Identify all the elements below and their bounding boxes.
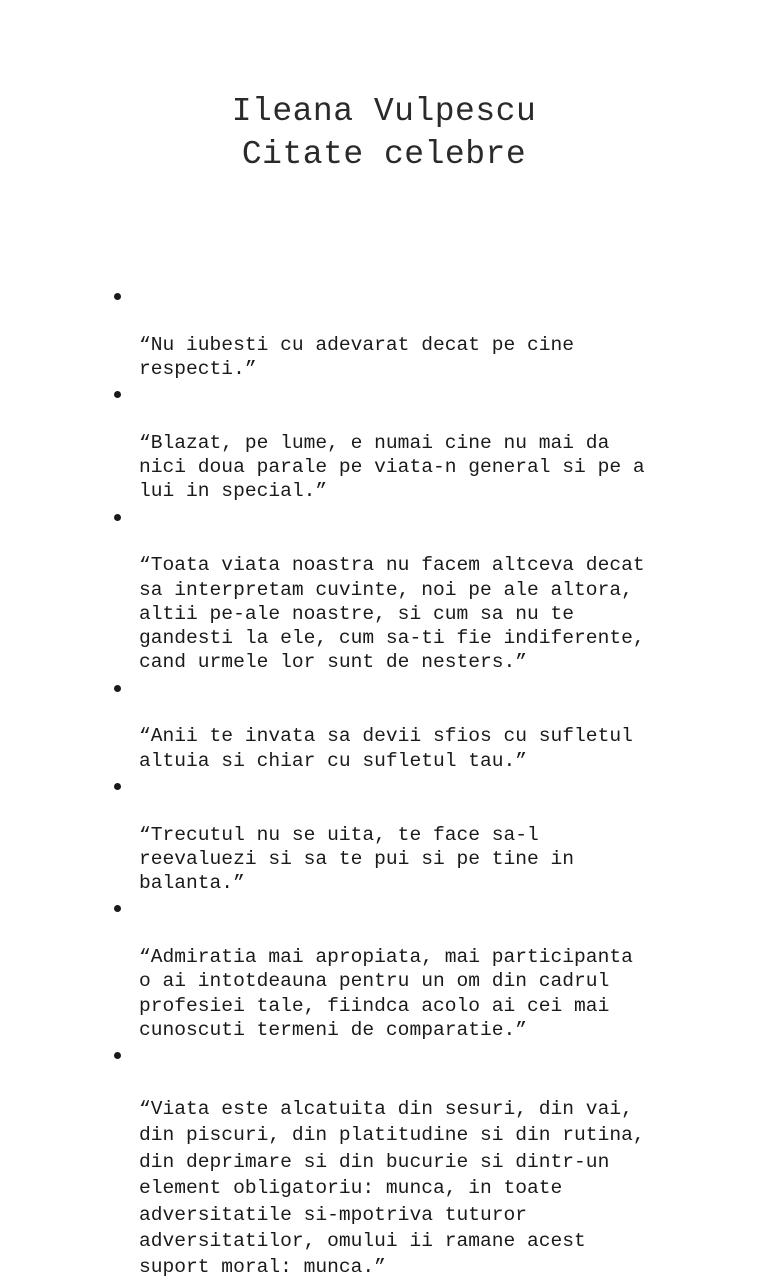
quote-item [110, 284, 680, 381]
quote-text: “Anii te invata sa devii sfios cu sufletul altuia si chiar cu sufletul tau.” [139, 725, 633, 772]
bullet-icon [114, 514, 121, 521]
quote-text: “Admiratia mai apropiata, mai participanta o ai intotdeauna pentru un om din cadrul profesiei tale, fiindca acolo ai cei mai cunoscuti termeni de comparatie.” [139, 946, 633, 1041]
title-subtitle: Citate celebre [241, 136, 527, 173]
title-author: Ileana Vulpescu [231, 93, 537, 130]
bullet-icon [114, 685, 121, 692]
quote-item [110, 1043, 680, 1281]
quote-item [110, 505, 680, 675]
quote-list [110, 284, 680, 1282]
quote-item [110, 774, 680, 895]
bullet-icon [114, 293, 121, 300]
bullet-icon [114, 783, 121, 790]
bullet-icon [114, 391, 121, 398]
quote-text: “Blazat, pe lume, e numai cine nu mai da nici doua parale pe viata-n general si pe a lui in special.” [139, 431, 645, 503]
quote-item [110, 896, 680, 1042]
bullet-icon [114, 905, 121, 912]
bullet-icon [114, 1052, 121, 1059]
document-title [0, 90, 768, 176]
quote-text: “Viata este alcatuita din sesuri, din vai, din piscuri, din platitudine si din rutina, din deprimare si din bucurie si dintr-un element obligatoriu: munca, in toate adversitatile si-mpotriva tuturor adversitatilor, omului ii ramane acest suport moral: munca.” [139, 1098, 645, 1279]
quote-item [110, 382, 680, 503]
quote-text: “Toata viata noastra nu facem altceva decat sa interpretam cuvinte, noi pe ale altora, altii pe-ale noastre, si cum sa nu te gandesti la ele, cum sa-ti fie indiferente, cand urmele lor sunt de nesters.” [139, 554, 645, 674]
quote-item [110, 676, 680, 773]
quote-text: “Trecutul nu se uita, te face sa-l reevaluezi si sa te pui si pe tine in balanta.” [139, 823, 575, 895]
quote-text: “Nu iubesti cu adevarat decat pe cine respecti.” [139, 333, 575, 380]
